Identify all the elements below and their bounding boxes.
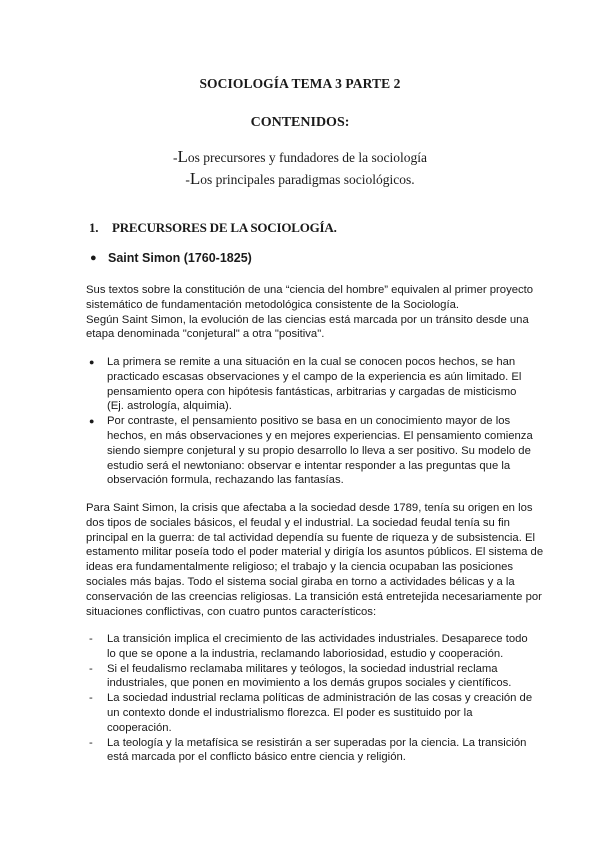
text-line: ideas era fundamentalmente religioso; el trabajo y la ciencia ocupaban las posiciones [86,561,514,574]
text-line: hechos, en más observaciones y en mejores experiencias. El pensamiento comienza [107,429,533,442]
text-line: principal en la guerra: de tal actividad dependía su fuente de riqueza y de subsistencia. El [86,531,536,544]
text-line: siendo siempre conjetural y su propio desarrollo lo lleva a ser positivo. Su modelo de [107,444,531,457]
bullet-icon: ● [90,252,97,264]
text-line: La transición implica el crecimiento de las actividades industriales. Desaparece todo [107,633,528,645]
contents-item [0,168,600,190]
text-line: sistemático de fundamentación metodológica consistente de la Sociología. [86,298,460,311]
contents-dash: - [185,172,190,187]
bullet-icon: ● [89,357,95,367]
intro-paragraph [86,283,534,342]
list-item [86,414,536,488]
text-line: cooperación. [107,721,172,734]
text-line: observación formula, rechazando las fantasías. [107,474,344,487]
subsection-heading [90,251,252,265]
text-line: La primera se remite a una situación en la cual se conocen pocos hechos, se han [107,356,516,368]
dash-marker: - [89,692,93,705]
text-line: está marcada por el conflicto básico entre ciencia y religión. [107,751,406,764]
text-line: Por contraste, el pensamiento positivo se basa en un conocimiento mayor de los [107,415,511,428]
text-line: pensamiento opera con hipótesis fantásticas, arbitrarias y cargadas de misticismo [107,385,517,398]
list-item [86,736,536,766]
text-line: situaciones conflictivas, con cuatro puntos característicos: [86,605,377,618]
text-line: (Ej. astrología, alquimia). [107,400,232,413]
text-line: industriales, que ponen en movimiento a los demás grupos sociales y científicos. [107,677,512,690]
document-title: SOCIOLOGÍA TEMA 3 PARTE 2 [199,76,401,91]
contents-item [0,146,600,168]
text-line: Según Saint Simon, la evolución de las ciencias está marcada por un tránsito desde una [86,313,529,326]
text-line: estamento militar poseía todo el poder material y dirigía los asuntos públicos. El sistema de [86,546,544,559]
contents-text: os precursores y fundadores de la sociología [187,150,428,165]
list-item [86,632,536,662]
text-line: Si el feudalismo reclamaba militares y teólogos, la sociedad industrial reclama [107,662,498,675]
contents-list [0,146,600,190]
points-list [86,632,536,765]
section-number: 1. [89,220,99,235]
text-line: La sociedad industrial reclama políticas de administración de las cosas y creación de [107,692,533,705]
text-line: etapa denominada "conjetural" a otra "positiva". [86,328,325,341]
stages-list [86,355,536,488]
bullet-icon: ● [89,416,95,427]
contents-initial: L [177,147,188,166]
text-line: La teología y la metafísica se resistirán a ser superadas por la ciencia. La transición [107,736,527,749]
contents-initial: L [189,169,201,188]
text-line: estudio será el newtoniano: observar e intentar responder a las preguntas que la [107,459,511,472]
dash-marker: - [89,662,93,675]
contents-text: os principales paradigmas sociológicos. [200,172,415,187]
list-item [86,662,536,692]
contents-dash: - [172,150,178,165]
crisis-paragraph [86,501,544,619]
text-line: un contexto donde el industrialismo florezca. El poder es sustituido por la [107,706,473,719]
list-item [86,691,536,735]
section-heading [89,220,337,236]
list-item [86,355,536,414]
dash-marker: - [89,633,93,645]
text-line: Para Saint Simon, la crisis que afectaba a la sociedad desde 1789, tenía su origen en los [86,502,533,514]
text-line: conservación de las creencias religiosas. La transición está entretejida necesariamente por [86,590,542,603]
section-title: PRECURSORES DE LA SOCIOLOGÍA. [112,220,337,235]
text-line: practicado escasas observaciones y el campo de la experiencia es aún limitado. El [107,370,522,383]
text-line: lo que se opone a la industria, reclamando laboriosidad, estudio y cooperación. [107,647,504,660]
text-line: sociales más bajas. Todo el sistema social giraba en torno a actividades bélicas y a la [86,575,515,588]
contents-heading: CONTENIDOS: [250,115,350,130]
text-line: dos tipos de sociales básicos, el feudal y el industrial. La sociedad feudal tenía su fin [86,516,510,529]
dash-marker: - [89,736,93,749]
subsection-title: Saint Simon (1760-1825) [108,251,252,265]
text-line: Sus textos sobre la constitución de una “ciencia del hombre” equivalen al primer proyecto [86,284,534,296]
